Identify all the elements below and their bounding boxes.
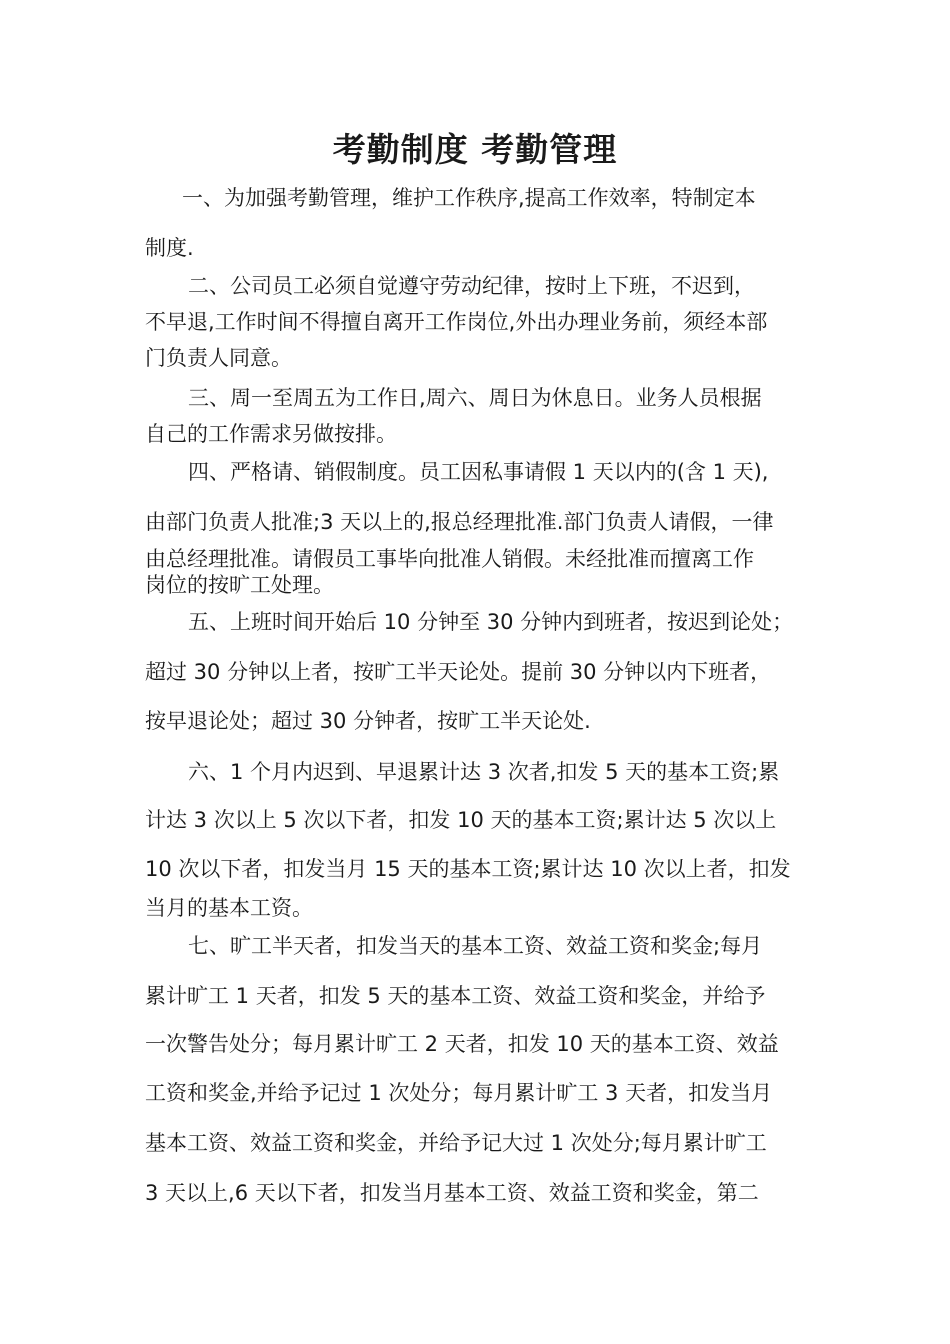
text-line: 工资和奖金,并给予记过 1 次处分；每月累计旷工 3 天者，扣发当月 — [145, 1081, 773, 1105]
text-line: 六、1 个月内迟到、早退累计达 3 次者,扣发 5 天的基本工资;累 — [188, 760, 780, 784]
text-line: 三、周一至周五为工作日,周六、周日为休息日。业务人员根据 — [188, 386, 762, 410]
text-line: 一、为加强考勤管理，维护工作秩序,提高工作效率，特制定本 — [182, 186, 756, 210]
text-line: 10 次以下者，扣发当月 15 天的基本工资;累计达 10 次以上者，扣发 — [145, 857, 791, 881]
text-line: 当月的基本工资。 — [145, 896, 313, 920]
text-line: 累计旷工 1 天者，扣发 5 天的基本工资、效益工资和奖金，并给予 — [145, 984, 766, 1008]
text-line: 七、旷工半天者，扣发当天的基本工资、效益工资和奖金;每月 — [188, 934, 763, 958]
text-line: 岗位的按旷工处理。 — [145, 573, 334, 597]
text-line: 基本工资、效益工资和奖金，并给予记大过 1 次处分;每月累计旷工 — [145, 1131, 767, 1155]
text-line: 制度. — [145, 236, 194, 260]
text-line: 五、上班时间开始后 10 分钟至 30 分钟内到班者，按迟到论处； — [188, 610, 794, 634]
text-line: 门负责人同意。 — [145, 346, 292, 370]
text-line: 自己的工作需求另做按排。 — [145, 422, 397, 446]
text-line: 计达 3 次以上 5 次以下者，扣发 10 天的基本工资;累计达 5 次以上 — [145, 808, 777, 832]
text-line: 四、严格请、销假制度。员工因私事请假 1 天以内的(含 1 天), — [188, 460, 769, 484]
text-line: 超过 30 分钟以上者，按旷工半天论处。提前 30 分钟以内下班者， — [145, 660, 772, 684]
text-line: 二、公司员工必须自觉遵守劳动纪律，按时上下班，不迟到， — [188, 274, 755, 298]
text-line: 不早退,工作时间不得擅自离开工作岗位,外出办理业务前，须经本部 — [145, 310, 768, 334]
text-line: 一次警告处分；每月累计旷工 2 天者，扣发 10 天的基本工资、效益 — [145, 1032, 779, 1056]
text-line: 3 天以上,6 天以下者，扣发当月基本工资、效益工资和奖金，第二 — [145, 1181, 759, 1205]
document-title: 考勤制度 考勤管理 — [332, 130, 618, 169]
text-line: 由总经理批准。请假员工事毕向批准人销假。未经批准而擅离工作 — [145, 547, 754, 571]
text-line: 按早退论处；超过 30 分钟者，按旷工半天论处. — [145, 709, 591, 733]
text-line: 由部门负责人批准;3 天以上的,报总经理批准.部门负责人请假，一律 — [145, 510, 774, 534]
